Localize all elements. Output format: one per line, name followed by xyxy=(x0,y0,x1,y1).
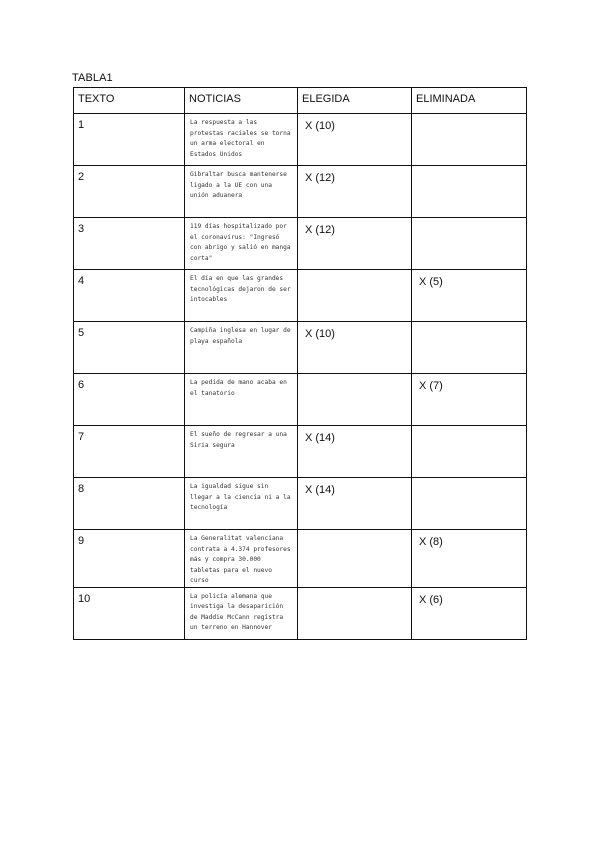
cell-elegida: X (14) xyxy=(298,426,412,478)
cell-eliminada: X (7) xyxy=(412,374,527,426)
cell-elegida: X (10) xyxy=(298,322,412,374)
cell-eliminada xyxy=(412,478,527,530)
cell-elegida xyxy=(298,374,412,426)
cell-texto: 5 xyxy=(74,322,185,374)
table-row xyxy=(74,374,527,426)
header-eliminada: ELIMINADA xyxy=(412,88,527,114)
cell-elegida: X (12) xyxy=(298,166,412,218)
cell-noticia: La policía alemana que investiga la desaparición de Maddie McCann registra un terreno en Hannover xyxy=(185,587,298,639)
cell-texto: 8 xyxy=(74,478,185,530)
cell-noticia: La pedida de mano acaba en el tanatorio xyxy=(185,374,298,426)
table-row xyxy=(74,530,527,588)
table-row xyxy=(74,218,527,270)
cell-elegida: X (10) xyxy=(298,114,412,166)
header-noticias: NOTICIAS xyxy=(185,88,298,114)
cell-noticia: La respuesta a las protestas raciales se torna un arma electoral en Estados Unidos xyxy=(185,114,298,166)
cell-eliminada xyxy=(412,322,527,374)
table-row xyxy=(74,478,527,530)
cell-texto: 10 xyxy=(74,587,185,639)
cell-texto: 1 xyxy=(74,114,185,166)
table-row xyxy=(74,426,527,478)
table-row xyxy=(74,114,527,166)
cell-noticia: 119 días hospitalizado por el coronavirus: "Ingresó con abrigo y salió en manga corta" xyxy=(185,218,298,270)
table-row xyxy=(74,270,527,322)
cell-noticia: La igualdad sigue sin llegar a la ciencia ni a la tecnología xyxy=(185,478,298,530)
cell-eliminada xyxy=(412,166,527,218)
cell-texto: 4 xyxy=(74,270,185,322)
cell-noticia: El día en que las grandes tecnológicas dejaron de ser intocables xyxy=(185,270,298,322)
cell-eliminada xyxy=(412,114,527,166)
cell-eliminada xyxy=(412,218,527,270)
table-title: TABLA1 xyxy=(72,72,113,84)
cell-noticia: El sueño de regresar a una Siria segura xyxy=(185,426,298,478)
cell-elegida: X (12) xyxy=(298,218,412,270)
cell-texto: 9 xyxy=(74,530,185,588)
cell-elegida xyxy=(298,270,412,322)
cell-elegida xyxy=(298,530,412,588)
cell-noticia: La Generalitat valenciana contrata a 4.374 profesores más y compra 30.000 tabletas para el nuevo curso xyxy=(185,530,298,588)
cell-eliminada: X (6) xyxy=(412,587,527,639)
table-row xyxy=(74,587,527,639)
cell-eliminada xyxy=(412,426,527,478)
cell-texto: 6 xyxy=(74,374,185,426)
cell-texto: 7 xyxy=(74,426,185,478)
table-row xyxy=(74,322,527,374)
news-table xyxy=(73,87,527,640)
cell-texto: 3 xyxy=(74,218,185,270)
cell-noticia: Gibraltar busca mantenerse ligado a la UE con una unión aduanera xyxy=(185,166,298,218)
cell-elegida xyxy=(298,587,412,639)
cell-elegida: X (14) xyxy=(298,478,412,530)
header-row xyxy=(74,88,527,114)
cell-eliminada: X (8) xyxy=(412,530,527,588)
cell-eliminada: X (5) xyxy=(412,270,527,322)
header-texto: TEXTO xyxy=(74,88,185,114)
header-elegida: ELEGIDA xyxy=(298,88,412,114)
cell-noticia: Campiña inglesa en lugar de playa española xyxy=(185,322,298,374)
table-row xyxy=(74,166,527,218)
cell-texto: 2 xyxy=(74,166,185,218)
